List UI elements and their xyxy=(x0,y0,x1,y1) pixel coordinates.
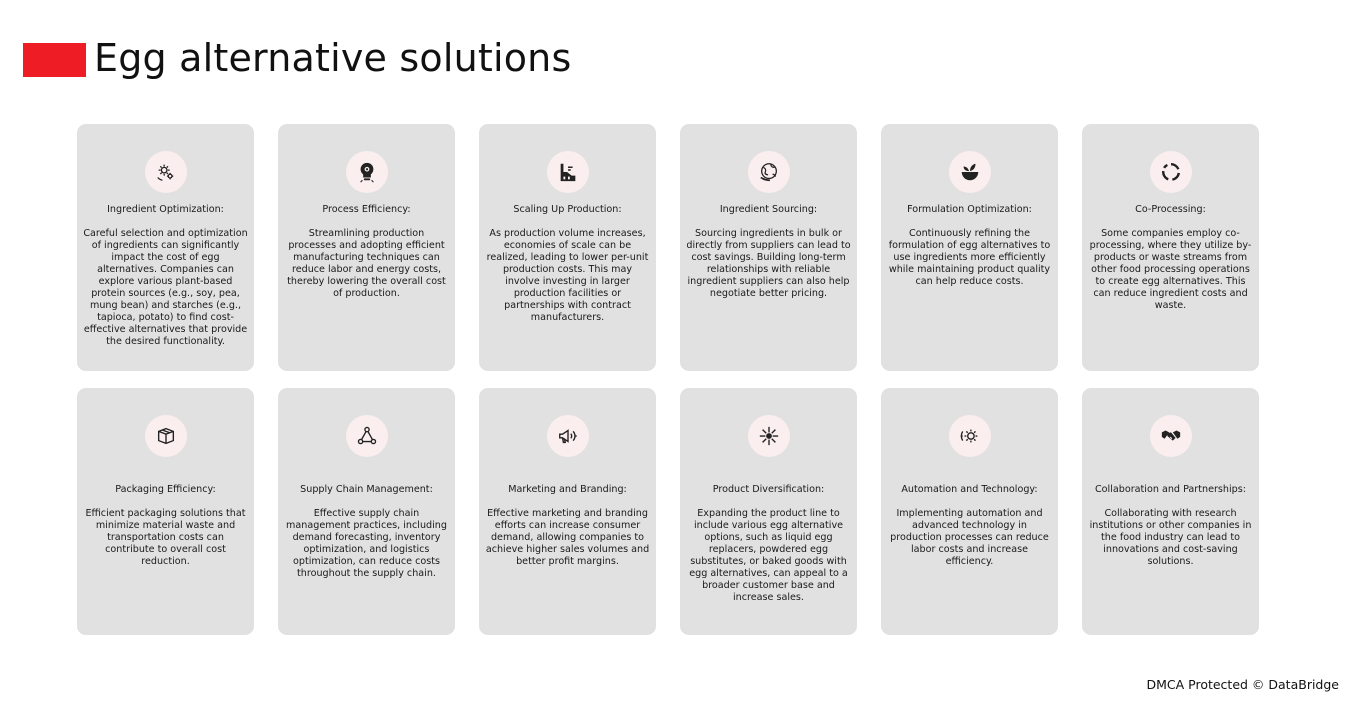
card-title: Ingredient Optimization: xyxy=(107,204,224,215)
handshake-icon xyxy=(1150,415,1192,457)
card-title: Scaling Up Production: xyxy=(513,204,622,215)
card-title: Formulation Optimization: xyxy=(907,204,1032,215)
card-description: Implementing automation and advanced technology in production processes can reduce labor costs and increase efficiency. xyxy=(890,508,1049,567)
card-description: Expanding the product line to include various egg alternative options, such as liquid egg replacers, powdered egg substitutes, or baked goods with egg alternatives, can appeal to a broader customer base and increase sales. xyxy=(689,508,848,603)
solution-card-marketing-and-branding xyxy=(479,388,656,635)
gears-cycle-icon xyxy=(145,151,187,193)
solution-card-supply-chain-management xyxy=(278,388,455,635)
card-description: Effective supply chain management practices, including demand forecasting, inventory optimization, and logistics optimization, can reduce costs throughout the supply chain. xyxy=(286,508,447,579)
card-description: Efficient packaging solutions that minimize material waste and transportation costs can contribute to overall cost reduction. xyxy=(85,508,246,567)
solution-card-packaging-efficiency xyxy=(77,388,254,635)
card-title: Product Diversification: xyxy=(712,484,825,495)
copyright-footer: DMCA Protected © DataBridge xyxy=(1146,677,1339,692)
megaphone-icon xyxy=(547,415,589,457)
page-title: Egg alternative solutions xyxy=(94,36,572,80)
card-title: Supply Chain Management: xyxy=(300,484,433,495)
card-description: Streamlining production processes and adopting efficient manufacturing techniques can reduce labor and energy costs, thereby lowering the overall cost of production. xyxy=(287,228,446,299)
factory-chart-icon xyxy=(547,151,589,193)
network-nodes-icon xyxy=(346,415,388,457)
card-title: Automation and Technology: xyxy=(901,484,1038,495)
card-title: Marketing and Branding: xyxy=(508,484,627,495)
solution-card-product-diversification xyxy=(680,388,857,635)
solution-card-formulation-optimization xyxy=(881,124,1058,371)
card-description: As production volume increases, economies of scale can be realized, leading to lower per-unit production costs. This may involve investing in larger production facilities or partnerships with contract manufacturers. xyxy=(486,228,649,323)
recycle-circle-icon xyxy=(1150,151,1192,193)
card-description: Some companies employ co-processing, where they utilize by-products or waste streams from other food processing operations to create egg alternatives. This can reduce ingredient costs and waste. xyxy=(1089,228,1252,311)
package-box-icon xyxy=(145,415,187,457)
card-title: Collaboration and Partnerships: xyxy=(1094,484,1247,495)
solution-card-co-processing xyxy=(1082,124,1259,371)
head-gear-icon xyxy=(346,151,388,193)
title-accent-bar xyxy=(23,43,86,77)
card-description: Continuously refining the formulation of egg alternatives to use ingredients more efficiently while maintaining product quality can help reduce costs. xyxy=(888,228,1051,287)
solution-card-ingredient-optimization xyxy=(77,124,254,371)
solution-card-automation-and-technology xyxy=(881,388,1058,635)
globe-hand-icon xyxy=(748,151,790,193)
card-description: Collaborating with research institutions or other companies in the food industry can lead to innovations and cost-saving solutions. xyxy=(1089,508,1252,567)
card-description: Careful selection and optimization of ingredients can significantly impact the cost of egg alternatives. Companies can explore various plant-based protein sources (e.g., soy, pea, mung bean) and starches (e.g., tapioca, potato) to find cost-effective alternatives that provide the desired functionality. xyxy=(83,228,248,347)
automation-gear-icon xyxy=(949,415,991,457)
solution-card-ingredient-sourcing xyxy=(680,124,857,371)
solution-card-scaling-up-production xyxy=(479,124,656,371)
card-title: Co-Processing: xyxy=(1135,204,1206,215)
card-title: Process Efficiency: xyxy=(322,204,411,215)
card-title: Packaging Efficiency: xyxy=(115,484,216,495)
burst-diversify-icon xyxy=(748,415,790,457)
bowl-leaf-icon xyxy=(949,151,991,193)
card-description: Effective marketing and branding efforts can increase consumer demand, allowing companies to achieve higher sales volumes and better profit margins. xyxy=(485,508,650,567)
card-description: Sourcing ingredients in bulk or directly from suppliers can lead to cost savings. Building long-term relationships with reliable ingredient suppliers can also help negotiate better pricing. xyxy=(686,228,851,299)
solutions-grid xyxy=(77,124,1259,635)
card-title: Ingredient Sourcing: xyxy=(719,204,818,215)
solution-card-collaboration-and-partnerships xyxy=(1082,388,1259,635)
solution-card-process-efficiency xyxy=(278,124,455,371)
